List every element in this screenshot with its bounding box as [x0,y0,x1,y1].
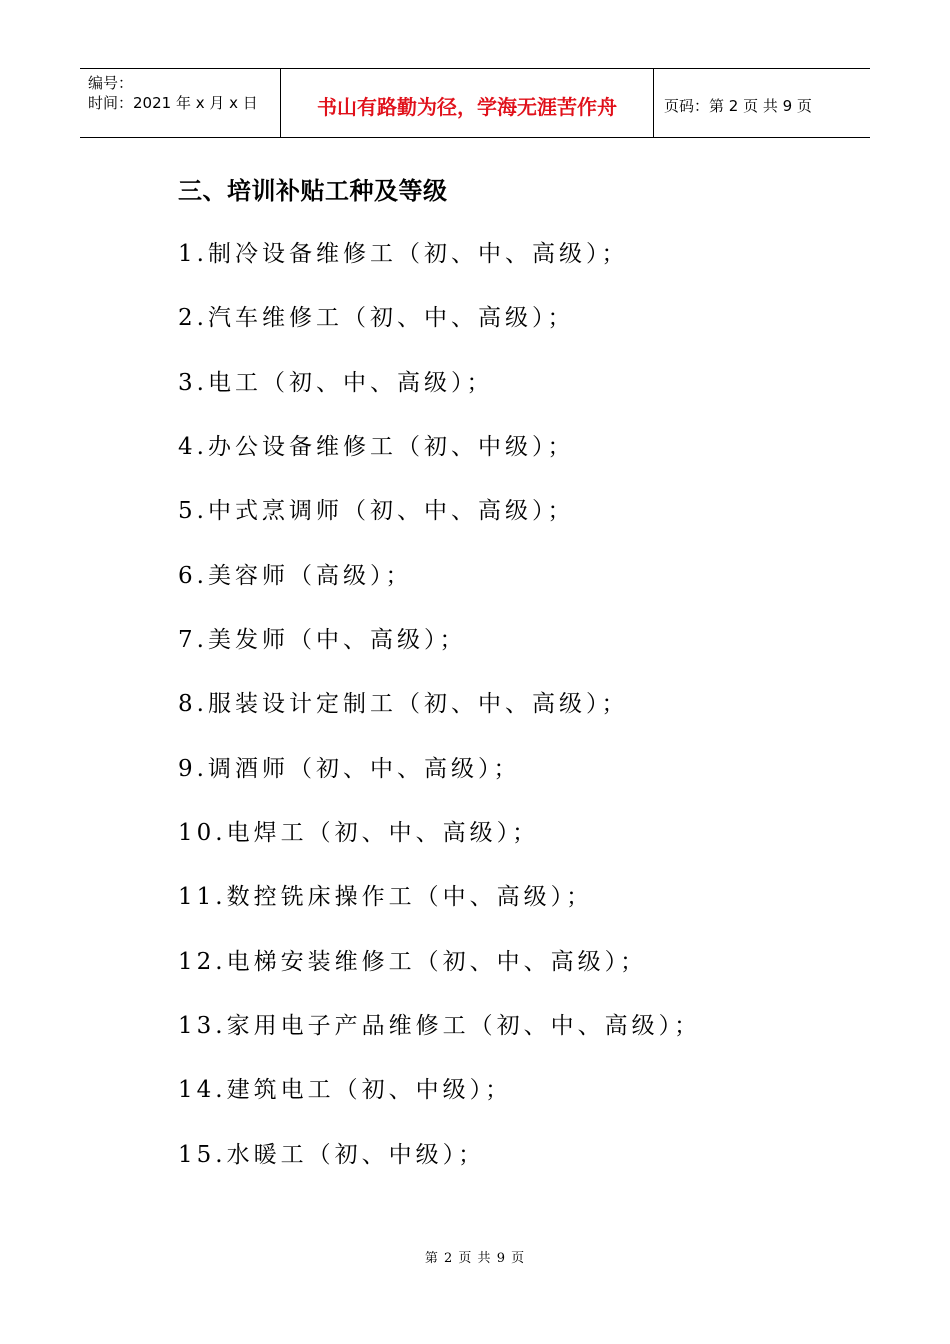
list-item: 7.美发师（中、高级）； [178,627,467,654]
page-footer: 第 2 页 共 9 页 [424,1251,526,1266]
list-item: 1.制冷设备维修工（初、中、高级）； [178,241,629,267]
list-item: 12.电梯安装维修工（初、中、高级）； [178,948,648,975]
list-item: 6.美容师（高级）； [178,562,413,589]
header-motto: 书山有路勤为径，学海无涯苦作舟 [281,69,654,137]
list-item: 14.建筑电工（初、中级）； [178,1077,513,1104]
document-header [80,68,870,138]
header-number-label: 编号： [88,74,134,92]
list-item: 10.电焊工（初、中、高级）； [178,820,540,847]
header-meta-cell [80,69,281,137]
list-item: 11.数控铣床操作工（中、高级）； [178,884,594,911]
list-item: 9.调酒师（初、中、高级）； [178,755,521,782]
list-item: 8.服装设计定制工（初、中、高级）； [178,691,629,718]
list-item: 2.汽车维修工（初、中、高级）； [178,305,575,332]
list-item: 4.办公设备维修工（初、中级）； [178,434,575,461]
section-title: 三、培训补贴工种及等级 [178,177,448,205]
list-item: 5.中式烹调师（初、中、高级）； [178,498,575,525]
list-item: 3.电工（初、中、高级）； [178,369,494,396]
list-item: 13.家用电子产品维修工（初、中、高级）； [178,1013,702,1040]
trade-list [178,234,701,1199]
header-page-info: 页码：第 2 页 共 9 页 [664,96,812,115]
header-time-label: 时间：2021 年 x 月 x 日 [88,94,258,112]
list-item: 15.水暖工（初、中级）； [178,1141,486,1168]
